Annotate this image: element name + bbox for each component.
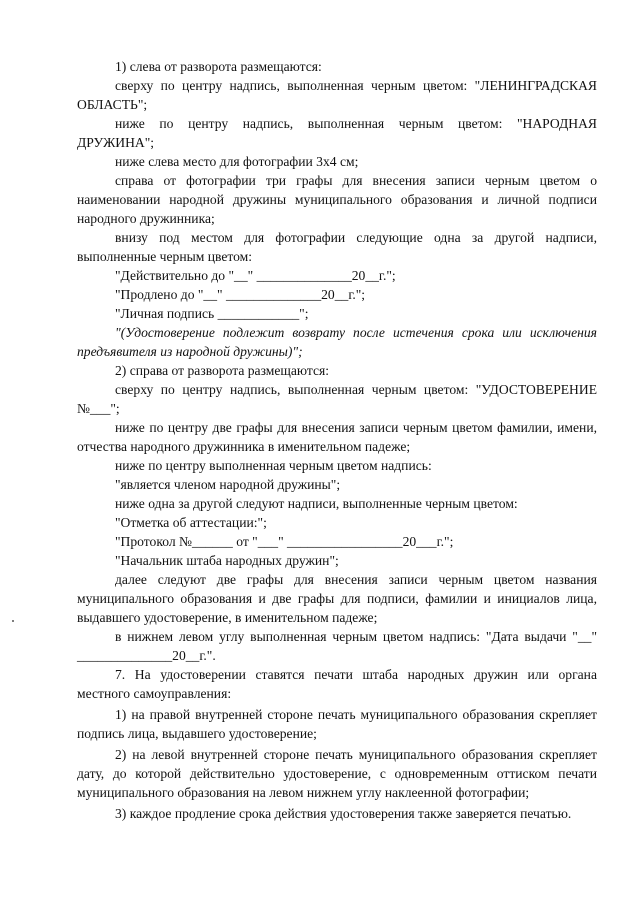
paragraph: "Личная подпись ____________"; (115, 306, 309, 321)
paragraph: ниже по центру две графы для внесения записи черным цветом фамилии, имени, отчества народного дружинника в именительном падеже; (77, 420, 597, 454)
paragraph: "Действительно до "__" ______________20__г."; (115, 268, 396, 283)
paragraph: 2) на левой внутренней стороне печать муниципального образования скрепляет дату, до которой действительно удостоверение, с одновременным оттиском печати муниципального образования на левом нижнем углу наклеенной фотографии; (77, 747, 597, 800)
paragraph: "Начальник штаба народных дружин"; (115, 553, 339, 568)
paragraph: 1) на правой внутренней стороне печать муниципального образования скрепляет подпись лица, выдавшего удостоверение; (77, 707, 597, 741)
document-body (77, 57, 597, 823)
paragraph: справа от фотографии три графы для внесения записи черным цветом о наименовании народной дружины муниципального образования и личной подписи народного дружинника; (77, 173, 597, 226)
paragraph: "Протокол №______ от "___" _________________20___г."; (115, 534, 454, 549)
paragraph: "Отметка об аттестации:"; (115, 515, 267, 530)
paragraph: "является членом народной дружины"; (115, 477, 341, 492)
paragraph: 7. На удостоверении ставятся печати штаба народных дружин или органа местного самоуправления: (77, 667, 597, 701)
paragraph: "Продлено до "__" ______________20__г."; (115, 287, 366, 302)
paragraph: ниже слева место для фотографии 3х4 см; (115, 154, 359, 169)
paragraph: "(Удостоверение подлежит возврату после истечения срока или исключения предъявителя из народной дружины)"; (77, 325, 597, 359)
paragraph: сверху по центру надпись, выполненная черным цветом: "УДОСТОВЕРЕНИЕ №___"; (77, 382, 597, 416)
paragraph: 2) справа от разворота размещаются: (115, 363, 330, 378)
paragraph: далее следуют две графы для внесения записи черным цветом названия муниципального образования и две графы для подписи, фамилии и инициалов лица, выдавшего удостоверение, в именительном падеже; (77, 572, 597, 625)
paragraph: 1) слева от разворота размещаются: (115, 59, 322, 74)
paragraph: ниже по центру надпись, выполненная черным цветом: "НАРОДНАЯ ДРУЖИНА"; (77, 116, 597, 150)
paragraph: ниже по центру выполненная черным цветом надпись: (115, 458, 432, 473)
scan-speck (12, 620, 14, 622)
paragraph: в нижнем левом углу выполненная черным цветом надпись: "Дата выдачи "__" ______________20__г.". (77, 629, 597, 663)
paragraph: ниже одна за другой следуют надписи, выполненные черным цветом: (115, 496, 518, 511)
paragraph: сверху по центру надпись, выполненная черным цветом: "ЛЕНИНГРАДСКАЯ ОБЛАСТЬ"; (77, 78, 597, 112)
paragraph: внизу под местом для фотографии следующие одна за другой надписи, выполненные черным цветом: (77, 230, 597, 264)
paragraph: 3) каждое продление срока действия удостоверения также заверяется печатью. (115, 806, 572, 821)
